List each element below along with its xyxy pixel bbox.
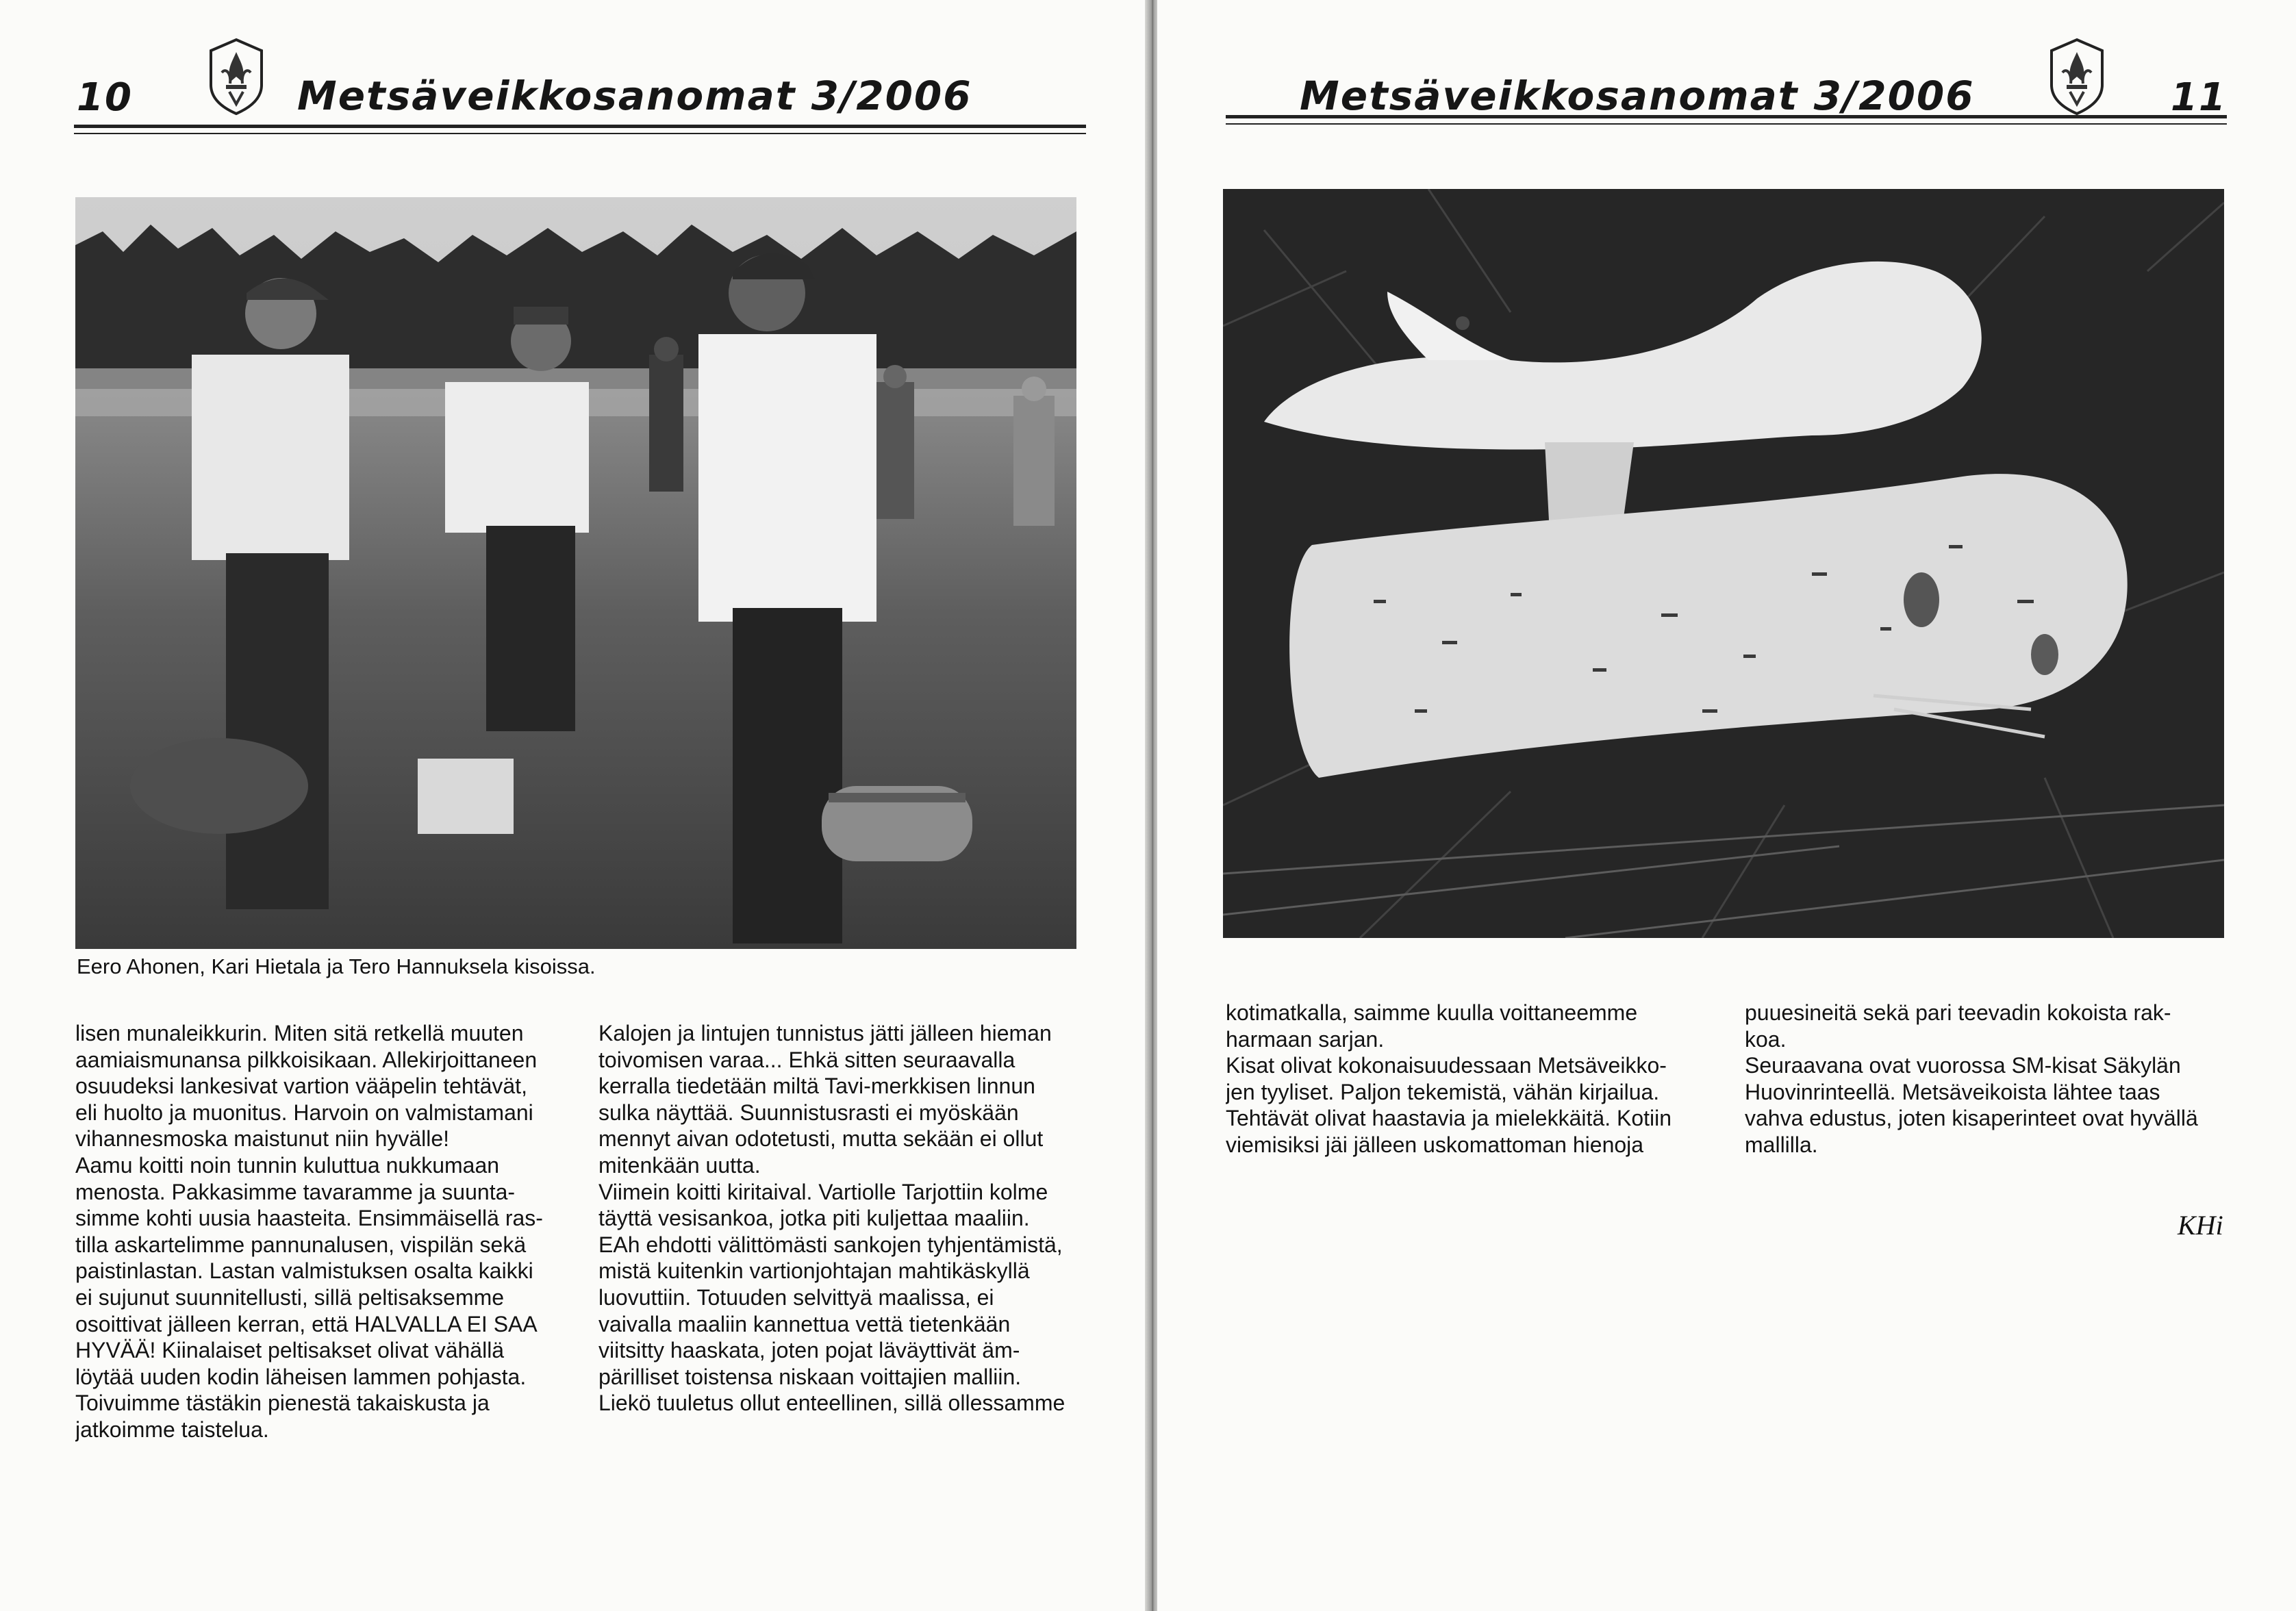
text-line: Viimein koitti kiritaival. Vartiolle Tarjottiin kolme xyxy=(598,1179,1048,1204)
text-line: koa. xyxy=(1745,1026,1787,1052)
text-line: mallilla. xyxy=(1745,1132,1818,1157)
text-line: luovuttiin. Totuuden selvittyä maalissa, ei xyxy=(598,1284,994,1310)
page-number-right: 11 xyxy=(2171,75,2227,120)
text-line: Kalojen ja lintujen tunnistus jätti jälleen hieman xyxy=(598,1021,1052,1045)
author-signature: KHi xyxy=(2178,1210,2223,1241)
text-line: Aamu koitti noin tunnin kuluttua nukkumaan xyxy=(75,1152,500,1178)
photo-caption: Eero Ahonen, Kari Hietala ja Tero Hannuksela kisoissa. xyxy=(77,954,596,978)
text-line: löytää uuden kodin läheisen lammen pohjasta. xyxy=(75,1364,527,1389)
text-line: pärilliset toistensa niskaan voittajien malliin. xyxy=(598,1364,1022,1389)
text-line: Huovinrinteellä. Metsäveikoista lähtee taas xyxy=(1745,1079,2160,1104)
text-line: puuesineitä sekä pari teevadin kokoista rak- xyxy=(1745,1000,2171,1025)
header-rule xyxy=(74,125,1086,128)
text-line: osoittivat jälleen kerran, että HALVALLA EI SAA xyxy=(75,1311,538,1336)
text-line: kotimatkalla, saimme kuulla voittaneemme xyxy=(1226,1000,1638,1025)
text-line: eli huolto ja muonitus. Harvoin on valmistamani xyxy=(75,1100,533,1125)
text-line: EAh ehdotti välittömästi sankojen tyhjentämistä, xyxy=(598,1232,1063,1257)
scout-emblem-icon xyxy=(2039,36,2115,118)
scout-emblem-icon xyxy=(199,36,274,118)
text-line: tilla askartelimme pannunalusen, vispilän sekä xyxy=(75,1232,527,1257)
text-line: sulka näyttää. Suunnistusrasti ei myöskään xyxy=(598,1100,1019,1125)
text-line: Kisat olivat kokonaisuudessaan Metsäveikko- xyxy=(1226,1053,1667,1078)
header-rule-thin xyxy=(1226,123,2227,125)
text-line: lisen munaleikkurin. Miten sitä retkellä muuten xyxy=(75,1021,524,1045)
text-line: Liekö tuuletus ollut enteellinen, sillä ollessamme xyxy=(598,1391,1065,1416)
left-page-column-2 xyxy=(598,1020,1085,1417)
photo-wooden-bird-on-log xyxy=(1223,189,2224,938)
text-line: toivomisen varaa... Ehkä sitten seuraavalla xyxy=(598,1047,1015,1072)
text-line: menosta. Pakkasimme tavaramme ja suunta- xyxy=(75,1179,516,1204)
left-page-column-1 xyxy=(75,1020,562,1443)
text-line: simme kohti uusia haasteita. Ensimmäisellä ras- xyxy=(75,1206,543,1231)
text-line: paistinlastan. Lastan valmistuksen osalta kaikki xyxy=(75,1258,533,1284)
text-line: jatkoimme taistelua. xyxy=(75,1417,269,1442)
right-page-column-2 xyxy=(1745,1000,2231,1158)
header-rule xyxy=(1226,115,2227,118)
text-line: harmaan sarjan. xyxy=(1226,1026,1385,1052)
text-line: jen tyyliset. Paljon tekemistä, vähän kirjailua. xyxy=(1226,1079,1660,1104)
text-line: ei sujunut suunnitellusti, sillä peltisaksemme xyxy=(75,1284,505,1310)
page-number-left: 10 xyxy=(77,75,133,120)
text-line: vaivalla maaliin kannettua vettä tietenkään xyxy=(598,1311,1011,1336)
right-page-column-1 xyxy=(1226,1000,1719,1158)
text-line: viemisiksi jäi jälleen uskomattoman hienoja xyxy=(1226,1132,1644,1157)
text-line: Tehtävät olivat haastavia ja mielekkäitä. Kotiin xyxy=(1226,1106,1672,1131)
text-line: vihannesmoska maistunut niin hyvälle! xyxy=(75,1126,450,1152)
header-rule-thin xyxy=(74,133,1086,134)
text-line: viitsitty haaskata, joten pojat läväyttivät äm- xyxy=(598,1338,1020,1363)
text-line: mitenkään uutta. xyxy=(598,1152,761,1178)
text-line: Toivuimme tästäkin pienestä takaiskusta ja xyxy=(75,1391,490,1416)
text-line: vahva edustus, joten kisaperinteet ovat hyvällä xyxy=(1745,1106,2198,1131)
text-line: HYVÄÄ! Kiinalaiset peltisakset olivat vähällä xyxy=(75,1338,505,1363)
photo-scouts-in-field xyxy=(75,197,1076,949)
masthead-left: Metsäveikkosanomat 3/2006 xyxy=(297,73,972,119)
text-line: mistä kuitenkin vartionjohtajan mahtikäskyllä xyxy=(598,1258,1030,1284)
text-line: mennyt aivan odotetusti, mutta sekään ei ollut xyxy=(598,1126,1044,1152)
text-line: osuudeksi lankesivat vartion vääpelin tehtävät, xyxy=(75,1074,527,1099)
text-line: Seuraavana ovat vuorossa SM-kisat Säkylän xyxy=(1745,1053,2181,1078)
right-page xyxy=(1157,0,2296,1611)
text-line: täyttä vesisankoa, jotka piti kuljettaa maaliin. xyxy=(598,1206,1030,1231)
masthead-right: Metsäveikkosanomat 3/2006 xyxy=(1300,73,1975,119)
text-line: aamiaismunansa pilkkoisikaan. Allekirjoittaneen xyxy=(75,1047,538,1072)
text-line: kerralla tiedetään miltä Tavi-merkkisen linnun xyxy=(598,1074,1035,1099)
